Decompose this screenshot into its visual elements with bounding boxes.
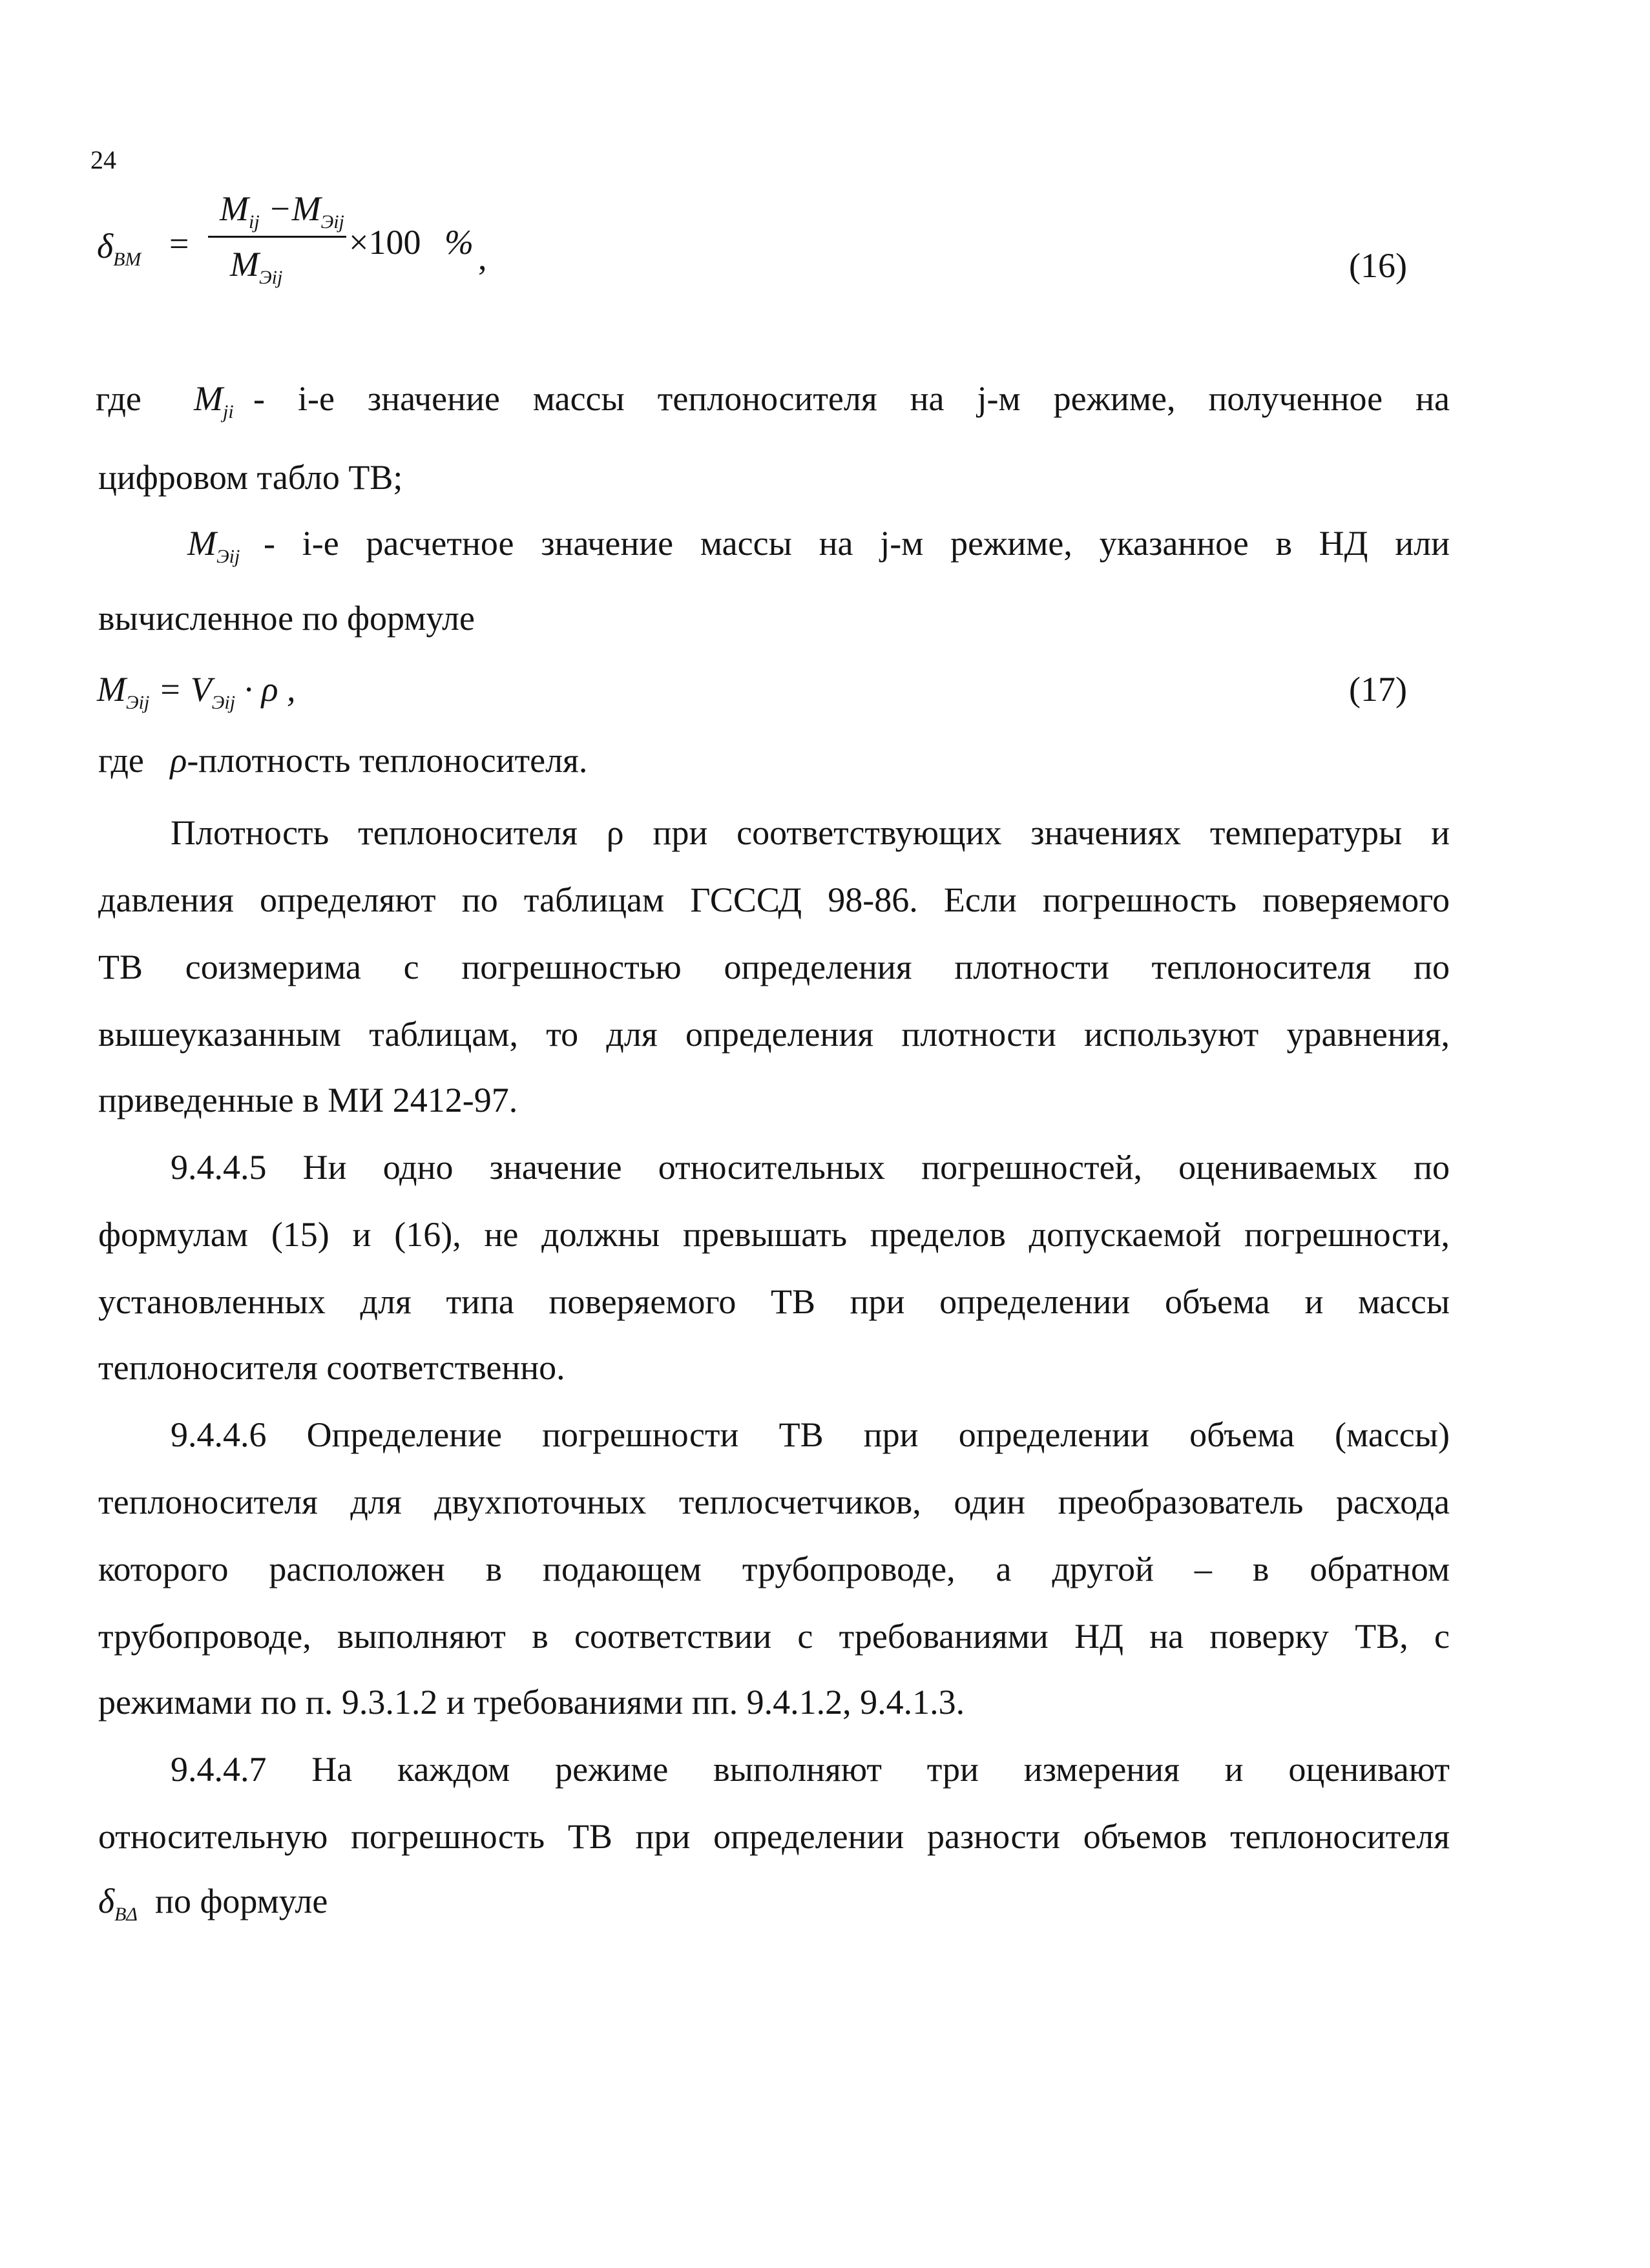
para1-line2: давления определяют по таблицам ГСССД 98-86. Если погрешность поверяемого [98,880,1450,919]
para2-line1: 9.4.4.5 Ни одно значение относительных погрешностей, оцениваемых по [171,1148,1450,1187]
where1-gde: где [96,379,141,418]
eq17-formula: $M_{Эij} = V_{Эij} \cdot \rho$ , [97,670,296,713]
para1-line5: приведенные в МИ 2412-97. [98,1081,518,1119]
where1-line2: цифровом табло ТВ; [98,458,403,497]
para1-line3: ТВ соизмерима с погрешностью определения плотности теплоносителя по [98,948,1450,986]
eq16-percent: % [444,223,474,262]
eq16-comma: , [478,238,487,277]
eq16-equals: = [169,224,189,263]
eq16-numerator: $M_{ij} -M_{Эij}$ [220,189,344,233]
para2-line3: установленных для типа поверяемого ТВ при определении объема и массы [98,1282,1450,1321]
eq16-times-100: ×100 [349,223,421,262]
eq16-fraction-bar [208,236,346,238]
para3-line3: которого расположен в подающем трубопроводе, а другой – в обратном [98,1550,1450,1588]
where2-line2: вычисленное по формуле [98,599,475,638]
para2-line4: теплоносителя соответственно. [98,1348,565,1387]
para1-line1: Плотность теплоносителя ρ при соответствующих значениях температуры и [171,813,1450,852]
para3-line5: режимами по п. 9.3.1.2 и требованиями пп. 9.4.1.2, 9.4.1.3. [98,1683,965,1722]
para3-line1: 9.4.4.6 Определение погрешности ТВ при определении объема (массы) [171,1415,1450,1454]
where1-line1: - i-е значение массы теплоносителя на j-м режиме, полученное на [253,379,1450,418]
para1-line4: вышеуказанным таблицам, то для определения плотности используют уравнения, [98,1015,1450,1054]
where2-line1: - i-е расчетное значение массы на j-м режиме, указанное в НД или [264,524,1450,563]
where2-symbol: $M_{Эij}$ [187,524,240,567]
eq16-lhs: $\delta_{ВМ}$ [97,227,141,270]
para2-line2: формулам (15) и (16), не должны превышать пределов допускаемой погрешности, [98,1215,1450,1254]
eq16-number: (16) [1349,246,1407,285]
para4-line1: 9.4.4.7 На каждом режиме выполняют три измерения и оценивают [171,1750,1450,1789]
where1-symbol: $M_{ji}$ [194,379,234,422]
eq16-denominator: $M_{Эij}$ [230,245,283,288]
last-line: $\delta_{В\Delta}$ по формуле [98,1882,328,1925]
page-number: 24 [90,145,116,174]
para3-line4: трубопроводе, выполняют в соответствии с требованиями НД на поверку ТВ, с [98,1617,1450,1656]
eq17-number: (17) [1349,670,1407,709]
para3-line2: теплоносителя для двухпоточных теплосчетчиков, один преобразователь расхода [98,1483,1450,1521]
para4-line2: относительную погрешность ТВ при определении разности объемов теплоносителя [98,1817,1450,1856]
where3-line: где ρ-плотность теплоносителя. [98,741,588,780]
